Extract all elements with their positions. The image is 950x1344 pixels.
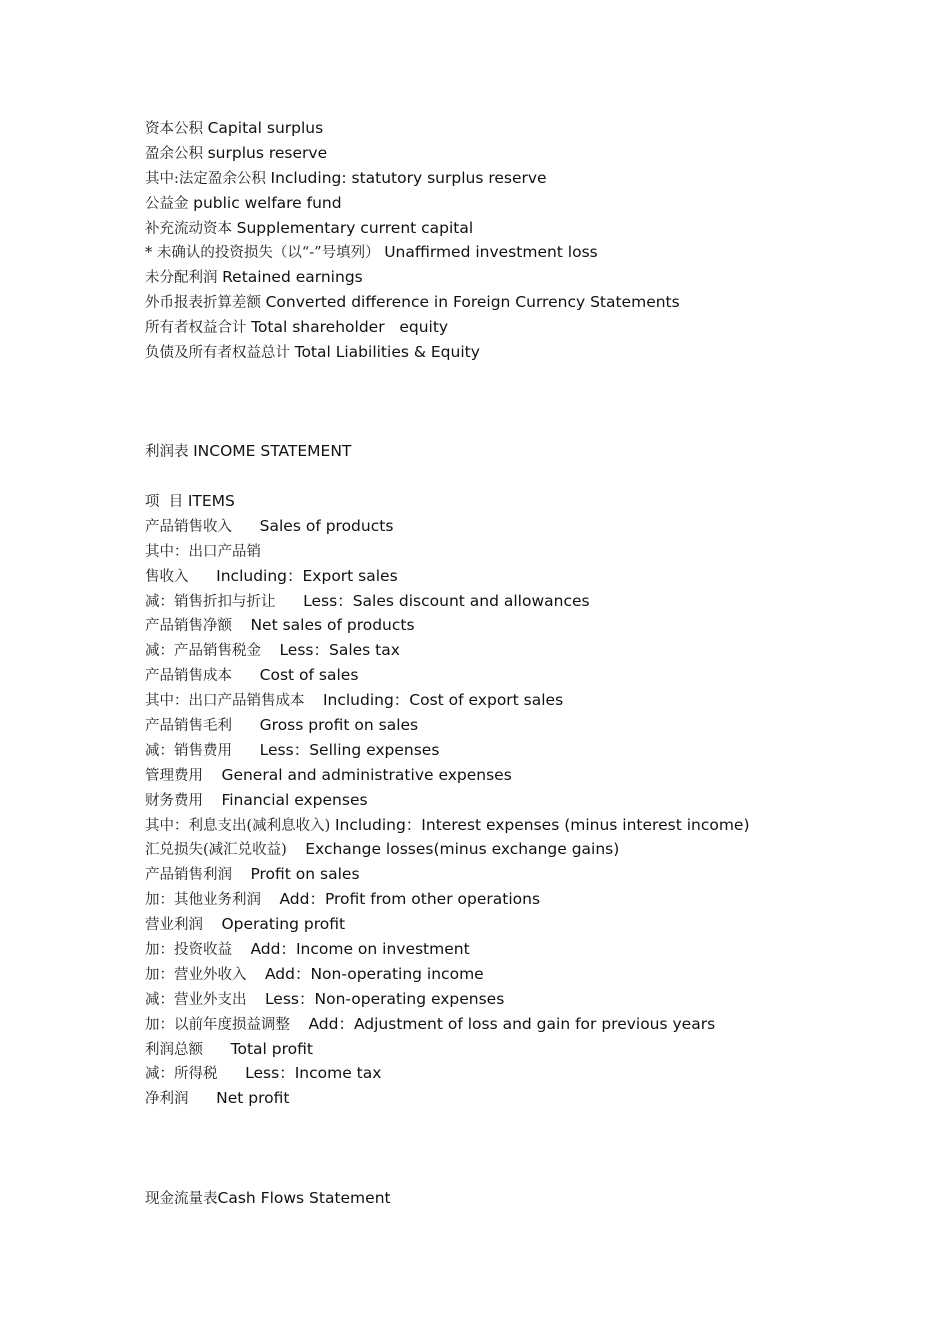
item-en: Net profit	[216, 1089, 290, 1108]
item-en: Supplementary current capital	[236, 218, 474, 237]
item-en: Including：Cost of export sales	[322, 691, 564, 710]
item-zh: * 未确认的投资损失（以“-”号填列）	[145, 245, 385, 262]
item-en: Add：Profit from other operations	[279, 890, 541, 909]
list-item	[145, 216, 905, 241]
list-item	[145, 141, 905, 166]
item-zh: 外币报表折算差额	[145, 295, 266, 312]
list-item	[145, 837, 905, 862]
cash-flows-heading	[145, 1186, 905, 1211]
heading-en: Cash Flows Statement	[217, 1189, 391, 1207]
list-item	[145, 116, 905, 141]
heading-zh: 利润表	[145, 444, 194, 460]
item-en: Gross profit on sales	[259, 716, 419, 735]
item-zh: 减：产品销售税金	[145, 643, 280, 660]
item-zh: 产品销售利润	[145, 867, 251, 884]
list-item	[145, 340, 905, 365]
item-zh: 减：营业外支出	[145, 991, 265, 1008]
item-en: Add：Income on investment	[250, 940, 470, 959]
section-title	[145, 439, 905, 464]
list-item	[145, 813, 905, 838]
item-zh: 减：销售费用	[145, 742, 260, 759]
item-en: Less：Non-operating expenses	[264, 989, 505, 1008]
list-item	[145, 290, 905, 315]
item-en: Sales of products	[259, 516, 394, 535]
section-title	[145, 1186, 905, 1211]
list-item	[145, 589, 905, 614]
list-item	[145, 887, 905, 912]
item-en: Including: statutory surplus reserve	[270, 168, 547, 187]
list-item	[145, 987, 905, 1012]
list-item	[145, 1012, 905, 1037]
list-item	[145, 688, 905, 713]
item-en: Converted difference in Foreign Currency Statements	[265, 293, 680, 312]
item-en: Profit on sales	[250, 865, 360, 884]
item-zh: 营业利润	[145, 917, 222, 934]
list-item	[145, 489, 905, 514]
list-item	[145, 788, 905, 813]
item-zh: 其中：出口产品销	[145, 543, 261, 560]
item-zh: 产品销售收入	[145, 518, 260, 535]
item-en: Operating profit	[221, 915, 346, 934]
item-en: Total Liabilities & Equity	[294, 343, 480, 362]
list-item	[145, 240, 905, 265]
list-item	[145, 514, 905, 539]
item-zh: 净利润	[145, 1091, 217, 1108]
list-item	[145, 962, 905, 987]
item-zh: 加：营业外收入	[145, 966, 265, 983]
item-en: Add：Non-operating income	[264, 964, 484, 983]
list-item	[145, 315, 905, 340]
list-item	[145, 713, 905, 738]
item-zh: 加：其他业务利润	[145, 892, 280, 909]
item-en: Less：Sales discount and allowances	[303, 591, 590, 610]
list-item	[145, 1037, 905, 1062]
item-en: Cost of sales	[259, 666, 359, 685]
list-item	[145, 613, 905, 638]
item-zh: 产品销售毛利	[145, 718, 260, 735]
item-en: General and administrative expenses	[221, 765, 512, 784]
list-item	[145, 539, 905, 564]
list-item	[145, 191, 905, 216]
item-zh: 未分配利润	[145, 270, 223, 287]
item-zh: 公益金	[145, 195, 194, 212]
item-zh: 加：投资收益	[145, 942, 251, 959]
item-zh: 项 目	[145, 494, 188, 510]
item-zh: 管理费用	[145, 767, 222, 784]
item-zh: 所有者权益合计	[145, 320, 252, 337]
item-zh: 售收入	[145, 568, 217, 585]
item-en: public welfare fund	[193, 193, 342, 212]
list-item	[145, 937, 905, 962]
item-en: Less：Sales tax	[279, 641, 400, 660]
list-item	[145, 638, 905, 663]
item-en: Including：Interest expenses (minus interest income)	[334, 815, 750, 834]
list-item	[145, 862, 905, 887]
item-zh: 汇兑损失(减汇兑收益)	[145, 842, 306, 859]
list-item	[145, 265, 905, 290]
item-en: Add：Adjustment of loss and gain for previous years	[308, 1014, 716, 1033]
item-en: ITEMS	[187, 492, 235, 510]
item-zh: 其中：利息支出(减利息收入)	[145, 817, 335, 834]
item-zh: 产品销售净额	[145, 618, 251, 635]
list-item	[145, 912, 905, 937]
list-item	[145, 738, 905, 763]
item-en: Total profit	[230, 1039, 313, 1058]
list-item	[145, 1061, 905, 1086]
heading-zh: 现金流量表	[145, 1191, 218, 1207]
item-en: Capital surplus	[207, 119, 324, 137]
item-zh: 减：销售折扣与折让	[145, 593, 304, 610]
item-zh: 资本公积	[145, 121, 208, 137]
item-zh: 补充流动资本	[145, 220, 237, 237]
item-zh: 利润总额	[145, 1041, 231, 1058]
list-item	[145, 663, 905, 688]
item-zh: 加：以前年度损益调整	[145, 1016, 309, 1033]
item-en: Including：Export sales	[216, 566, 398, 585]
item-zh: 减：所得税	[145, 1066, 246, 1083]
item-en: surplus reserve	[207, 143, 328, 162]
item-zh: 财务费用	[145, 792, 222, 809]
list-item	[145, 564, 905, 589]
list-item	[145, 166, 905, 191]
income-statement-heading	[145, 439, 905, 464]
item-en: Total shareholder equity	[251, 318, 449, 337]
heading-en: INCOME STATEMENT	[193, 442, 352, 460]
item-zh: 产品销售成本	[145, 668, 260, 685]
item-zh: 负债及所有者权益总计	[145, 345, 295, 362]
list-item	[145, 1086, 905, 1111]
income-statement-section	[145, 489, 905, 1111]
item-en: Unaffirmed investment loss	[384, 243, 598, 262]
item-en: Less：Selling expenses	[259, 740, 440, 759]
list-item	[145, 763, 905, 788]
item-zh: 其中：出口产品销售成本	[145, 693, 323, 710]
item-en: Retained earnings	[222, 268, 363, 287]
item-en: Exchange losses(minus exchange gains)	[305, 840, 620, 859]
item-zh: 盈余公积	[145, 145, 208, 162]
item-en: Financial expenses	[221, 790, 368, 809]
item-zh: 其中:法定盈余公积	[145, 170, 271, 187]
item-en: Net sales of products	[250, 616, 415, 635]
item-en: Less：Income tax	[245, 1064, 382, 1083]
balance-sheet-section	[145, 116, 905, 365]
